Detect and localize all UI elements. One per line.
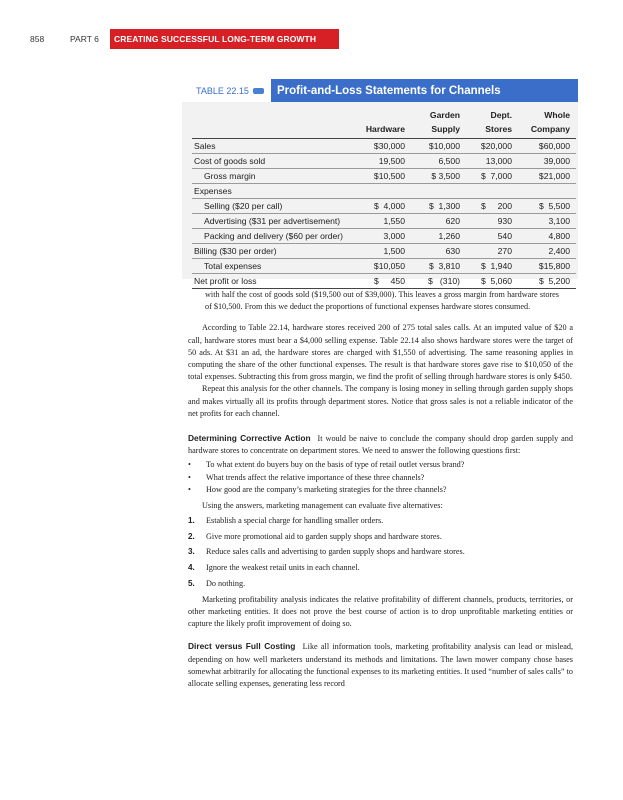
- row-label: Gross margin: [192, 169, 352, 184]
- item-text: Establish a special charge for handling smaller orders.: [206, 516, 384, 526]
- section-text: It would be naive to conclude the company should drop garden supply and hardware stores to concentrate on department stores. We need to answer the following questions first:: [188, 434, 573, 456]
- table-cell: [518, 184, 576, 199]
- table-row: [192, 244, 576, 259]
- table-cell: 630: [411, 244, 466, 259]
- column-header-line1: Dept.: [490, 110, 512, 120]
- running-header: [30, 30, 339, 48]
- table-cell: $20,000: [466, 139, 518, 154]
- table-row: [192, 229, 576, 244]
- list-item: • What trends affect the relative importance of these three channels?: [188, 472, 573, 484]
- row-label: Packing and delivery ($60 per order): [192, 229, 352, 244]
- row-label: Expenses: [192, 184, 352, 199]
- question-list: [188, 459, 573, 496]
- section-direct-vs-full: [188, 640, 573, 690]
- list-item: [188, 546, 573, 558]
- column-header-line1: [352, 109, 411, 123]
- table-cell: 540: [466, 229, 518, 244]
- table-cell: 4,800: [518, 229, 576, 244]
- body-text: [188, 289, 573, 690]
- paragraph-continued: with half the cost of goods sold ($19,500 out of $39,000). This leaves a gross margin from hardware stores of $10,500. From this we deduct the proportions of functional expenses hardware stores consumed.: [205, 290, 559, 312]
- row-label: Net profit or loss: [192, 274, 352, 289]
- table-number: [182, 79, 271, 102]
- paragraph: Marketing profitability analysis indicates the relative profitability of different channels, products, territories, or other marketing entities. It does not prove the best course of action is to drop unprofitable marketing entities or capture the likely profit improvement of doing so.: [188, 594, 573, 629]
- table-cell: $15,800: [518, 259, 576, 274]
- table-cell: $ 5,200: [518, 274, 576, 289]
- table-cell: $21,000: [518, 169, 576, 184]
- table-cell: [411, 184, 466, 199]
- table-cell: 6,500: [411, 154, 466, 169]
- table-row: [192, 139, 576, 154]
- table-cell: $10,050: [352, 259, 411, 274]
- table-cell: 270: [466, 244, 518, 259]
- pl-table-panel: [182, 79, 578, 286]
- table-cell: 1,260: [411, 229, 466, 244]
- table-cell: 620: [411, 214, 466, 229]
- table-cell: 39,000: [518, 154, 576, 169]
- table-cell: 1,500: [352, 244, 411, 259]
- table-cell: $ 3,810: [411, 259, 466, 274]
- row-label: Selling ($20 per call): [192, 199, 352, 214]
- table-cell: $ 200: [466, 199, 518, 214]
- table-cell: [352, 184, 411, 199]
- column-header-line1: Garden: [429, 110, 460, 120]
- table-cell: $ 450: [352, 274, 411, 289]
- alternatives-list: [188, 515, 573, 590]
- part-title: CREATING SUCCESSFUL LONG-TERM GROWTH: [110, 29, 339, 49]
- table-cell: $60,000: [518, 139, 576, 154]
- section-determining-action: [188, 432, 573, 457]
- row-label: Advertising ($31 per advertisement): [192, 214, 352, 229]
- column-header-line2: Supply: [411, 123, 466, 139]
- table-cell: $ 7,000: [466, 169, 518, 184]
- table-cell: $ (310): [411, 274, 466, 289]
- pl-table: [192, 109, 576, 289]
- table-cell: $ 1,300: [411, 199, 466, 214]
- section-heading: Direct versus Full Costing: [188, 641, 296, 652]
- list-item: • How good are the company’s marketing strategies for the three channels?: [188, 484, 573, 496]
- table-cell: [466, 184, 518, 199]
- table-cell: $30,000: [352, 139, 411, 154]
- table-cell: 3,000: [352, 229, 411, 244]
- table-cell: $10,000: [411, 139, 466, 154]
- item-text: Ignore the weakest retail units in each channel.: [206, 563, 360, 573]
- item-text: Do nothing.: [206, 578, 246, 588]
- table-caption: Profit-and-Loss Statements for Channels: [271, 79, 578, 102]
- list-item: [188, 578, 573, 590]
- paragraph: Repeat this analysis for the other channels. The company is losing money in selling through garden supply shops and makes virtually all its profits through department stores. Notice that gross sales is not a reliable indicator of the net profits for each channel.: [188, 384, 573, 418]
- row-label: Total expenses: [192, 259, 352, 274]
- table-cell: $ 4,000: [352, 199, 411, 214]
- table-tab-icon: [253, 88, 264, 94]
- paragraph: According to Table 22.14, hardware stores received 200 of 275 total sales calls. At an imputed value of $20 a call, hardware stores must bear a $4,000 selling expense. Table 22.14 also shows hardware stores were the target of 50 ads. At $31 an ad, the hardware stores are charged with $1,550 of advertising. The same reasoning applies in computing the share of the other functional expenses. The result is that hardware stores gave rise to $10,050 of the total expenses. Subtracting this from gross margin, we find the profit of selling through hardware stores is only $450.: [188, 323, 573, 382]
- row-label: Billing ($30 per order): [192, 244, 352, 259]
- table-row: [192, 214, 576, 229]
- row-label: Cost of goods sold: [192, 154, 352, 169]
- table-cell: $ 1,940: [466, 259, 518, 274]
- column-header-line2: Stores: [466, 123, 518, 139]
- part-label: PART 6: [70, 34, 99, 44]
- item-number: 2.: [188, 531, 195, 541]
- table-cell: 2,400: [518, 244, 576, 259]
- column-header-line2: Company: [518, 123, 576, 139]
- table-cell: $ 5,500: [518, 199, 576, 214]
- section-heading: Determining Corrective Action: [188, 433, 311, 444]
- list-item: [188, 562, 573, 574]
- table-cell: 19,500: [352, 154, 411, 169]
- list-item: [188, 531, 573, 543]
- item-number: 3.: [188, 547, 195, 557]
- table-row: [192, 259, 576, 274]
- row-label: Sales: [192, 139, 352, 154]
- table-cell: 13,000: [466, 154, 518, 169]
- table-cell: 3,100: [518, 214, 576, 229]
- table-cell: 1,550: [352, 214, 411, 229]
- table-row: [192, 184, 576, 199]
- column-header-line2: Hardware: [352, 123, 411, 139]
- table-title-bar: [182, 79, 578, 102]
- page-number: 858: [30, 34, 45, 44]
- table-cell: $10,500: [352, 169, 411, 184]
- paragraph: Using the answers, marketing management can evaluate five alternatives:: [202, 501, 443, 511]
- table-row: [192, 199, 576, 214]
- table-cell: $ 5,060: [466, 274, 518, 289]
- item-number: 1.: [188, 516, 195, 526]
- table-cell: $ 3,500: [411, 169, 466, 184]
- item-text: Reduce sales calls and advertising to garden supply shops and hardware stores.: [206, 547, 465, 557]
- table-row: [192, 154, 576, 169]
- table-cell: 930: [466, 214, 518, 229]
- table-row: [192, 274, 576, 289]
- table-number-text: TABLE 22.15: [196, 85, 249, 96]
- item-number: 4.: [188, 563, 195, 573]
- table-row: [192, 169, 576, 184]
- list-item: • To what extent do buyers buy on the basis of type of retail outlet versus brand?: [188, 459, 573, 471]
- item-text: Give more promotional aid to garden supply shops and hardware stores.: [206, 531, 442, 541]
- list-item: [188, 515, 573, 527]
- section-text: Like all information tools, marketing profitability analysis can lead or mislead, depending on how well marketers understand its methods and limitations. The lawn mower company chose bases somewhat arbitrarily for allocating the functional expenses to its marketing entities. It used “number of sales calls” to allocate selling expenses, generating less record: [188, 642, 574, 689]
- column-header-line1: Whole: [544, 110, 570, 120]
- item-number: 5.: [188, 578, 195, 588]
